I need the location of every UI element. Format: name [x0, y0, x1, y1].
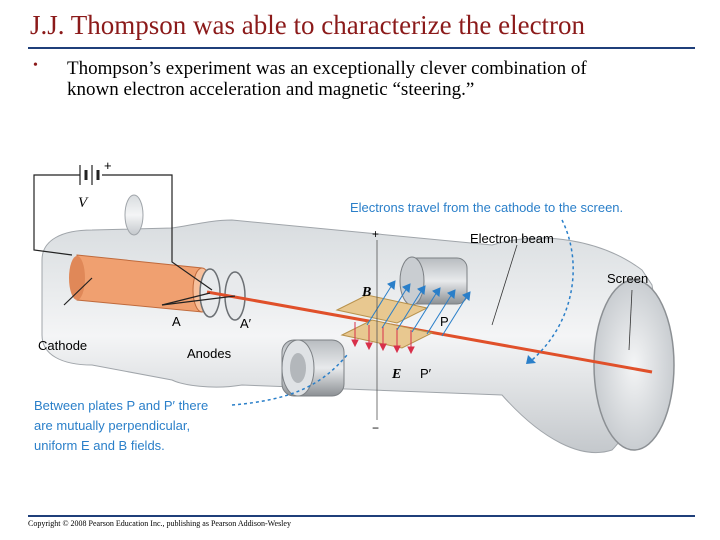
label-plate-p-prime: P′ — [420, 366, 432, 381]
battery-plus-label: + — [104, 158, 112, 173]
thomson-apparatus-diagram — [22, 150, 702, 465]
caption-plates-line1: Between plates P and P′ there — [34, 398, 209, 413]
label-b-field: B — [362, 285, 372, 300]
caption-plates-line3: uniform E and B fields. — [34, 438, 165, 453]
label-minus-sign: − — [372, 421, 380, 435]
label-screen: Screen — [607, 271, 649, 286]
label-e-field: E — [392, 367, 402, 382]
copyright-footer: Copyright © 2008 Pearson Education Inc., publishing as Pearson Addison-Wesley — [28, 519, 291, 528]
label-anodes: Anodes — [187, 346, 232, 361]
battery-v-label: V — [78, 195, 88, 211]
caption-electrons-travel: Electrons travel from the cathode to the screen. — [350, 200, 624, 215]
label-electron-beam: Electron beam — [470, 231, 554, 246]
slide-title: J.J. Thompson was able to characterize the electron — [30, 10, 586, 40]
title-divider — [28, 47, 695, 49]
lower-coil — [282, 340, 344, 396]
label-cathode: Cathode — [38, 338, 88, 353]
label-plus-sign: + — [372, 227, 380, 241]
label-plate-p: P — [440, 314, 449, 329]
bullet-marker: • — [33, 58, 38, 73]
label-anode-a-prime: A′ — [240, 316, 252, 331]
caption-plates-line2: are mutually perpendicular, — [34, 418, 191, 433]
bullet-text: Thompson’s experiment was an exceptionally clever combination of known electron acceleration and magnetic “steering.” — [67, 58, 587, 100]
label-anode-a: A — [172, 314, 181, 329]
glass-tube — [42, 195, 655, 453]
footer-divider — [28, 515, 695, 517]
